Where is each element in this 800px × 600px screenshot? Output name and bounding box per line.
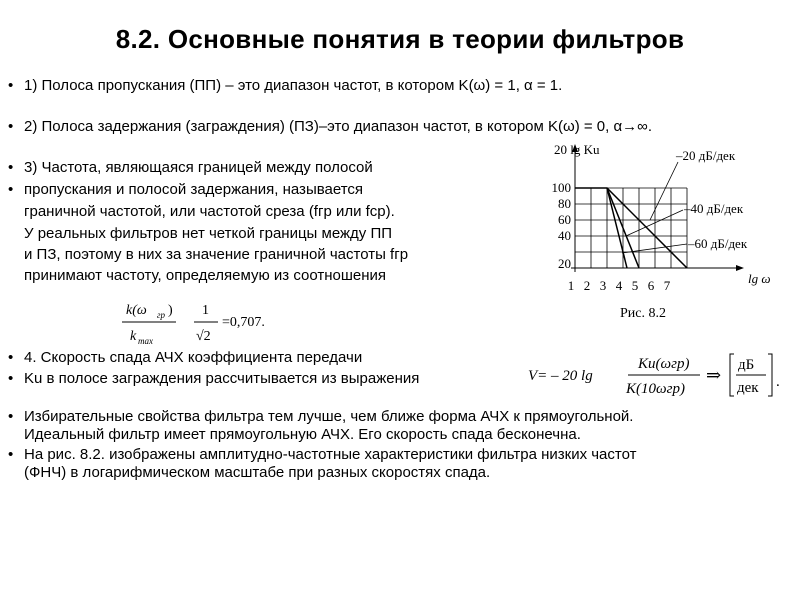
- x-tick-1: 1: [567, 278, 575, 293]
- figure-caption: Рис. 8.2: [620, 306, 666, 321]
- bullet-3-line-2: пропускания и полосой задержания, называется: [24, 181, 364, 198]
- formula-1-num-2: 1: [202, 303, 209, 318]
- bullet-1: [8, 77, 13, 95]
- bullet-4-line-2: Ku в полосе заграждения рассчитывается из выражения: [24, 370, 420, 387]
- y-axis-label: 20 lg Ku: [554, 142, 600, 157]
- y-tick-20: 20: [558, 256, 571, 271]
- slope-label-60: –60 дБ/дек: [688, 236, 748, 251]
- formula-rolloff-rate: [520, 350, 790, 400]
- bullet-6: [8, 446, 13, 464]
- formula-1-num-1-sub: гр: [157, 310, 166, 320]
- formula-1-den-2: √2: [196, 329, 211, 344]
- bullet-dot-icon: •: [8, 118, 14, 135]
- formula-1-num-1-close: ): [168, 303, 173, 318]
- formula-2-unit-den: дек: [737, 380, 759, 396]
- bullet-dot-icon: •: [8, 349, 14, 366]
- formula-1-den-1: k: [130, 329, 137, 344]
- curve-60db: [607, 188, 627, 268]
- response-curves: [575, 188, 687, 268]
- bullet-2: [8, 118, 13, 136]
- x-tick-3: 3: [599, 278, 607, 293]
- y-tick-80: 80: [558, 196, 571, 211]
- formula-2-arrow: ⇒: [706, 365, 722, 385]
- bullet-3-line-3: граничной частотой, или частотой среза (fгр или fср).: [24, 203, 395, 220]
- bullet-2-text: 2) Полоса задержания (заграждения) (ПЗ)–это диапазон частот, в котором K(ω) = 0, α→∞.: [24, 118, 653, 135]
- bullet-5: [8, 408, 13, 426]
- x-tick-7: 7: [663, 278, 671, 293]
- bullet-6-line-1: На рис. 8.2. изображены амплитудно-частотные характеристики фильтра низких частот: [24, 446, 637, 463]
- curve-20db: [575, 188, 687, 268]
- x-tick-2: 2: [583, 278, 591, 293]
- x-axis-arrow-icon: [736, 265, 744, 271]
- formula-cutoff-ratio: [110, 296, 310, 352]
- bullet-3: [8, 159, 13, 177]
- y-tick-60: 60: [558, 212, 571, 227]
- bullet-3-line-1: 3) Частота, являющаяся границей между полосой: [24, 159, 373, 176]
- bullet-1-text: 1) Полоса пропускания (ПП) – это диапазон частот, в котором K(ω) = 1, α = 1.: [24, 77, 563, 94]
- page-title: 8.2. Основные понятия в теории фильтров: [115, 24, 685, 54]
- bullet-4: [8, 349, 13, 367]
- formula-1-rhs: =0,707.: [222, 315, 265, 330]
- x-tick-6: 6: [647, 278, 655, 293]
- formula-2-den: K(10ωгр): [626, 381, 685, 397]
- formula-2-num: Ku(ωгр): [638, 356, 690, 372]
- bullet-4-line-1: 4. Скорость спада АЧХ коэффициента передачи: [24, 349, 363, 366]
- bullet-dot-icon: •: [8, 370, 14, 387]
- bullet-3b: [8, 181, 13, 199]
- formula-2-tail: .: [776, 374, 780, 390]
- bullet-4b: [8, 370, 13, 388]
- bullet-3-line-4: У реальных фильтров нет четкой границы между ПП: [24, 225, 393, 242]
- bullet-5-line-1: Избирательные свойства фильтра тем лучше, чем ближе форма АЧХ к прямоугольной.: [24, 408, 634, 425]
- bullet-dot-icon: •: [8, 77, 14, 94]
- bullet-dot-icon: •: [8, 446, 14, 463]
- x-tick-5: 5: [631, 278, 639, 293]
- formula-2-lhs: V= – 20 lg: [528, 368, 593, 384]
- figure-grid: [575, 188, 687, 268]
- slope-label-20: –20 дБ/дек: [676, 148, 736, 163]
- bullet-3-line-6: принимают частоту, определяемую из соотношения: [24, 267, 386, 284]
- slope-label-40: –40 дБ/дек: [684, 201, 744, 216]
- figure-8-2: [540, 140, 790, 306]
- y-tick-100: 100: [551, 180, 571, 195]
- bullet-3-line-5: и ПЗ, поэтому в них за значение граничной частоты fгр: [24, 246, 409, 263]
- x-tick-4: 4: [615, 278, 623, 293]
- formula-1-num-1: k(ω: [126, 303, 147, 318]
- bullet-6-line-2: (ФНЧ) в логарифмическом масштабе при разных скоростях спада.: [24, 464, 491, 481]
- formula-2-unit-num: дБ: [738, 357, 755, 373]
- bullet-dot-icon: •: [8, 408, 14, 425]
- y-tick-40: 40: [558, 228, 571, 243]
- bullet-dot-icon: •: [8, 159, 14, 176]
- bullet-dot-icon: •: [8, 181, 14, 198]
- formula-1-den-1-sub: max: [138, 336, 153, 346]
- x-axis-label: lg ω: [748, 271, 771, 286]
- bullet-5-line-2: Идеальный фильтр имеет прямоугольную АЧХ. Его скорость спада бесконечна.: [24, 426, 581, 443]
